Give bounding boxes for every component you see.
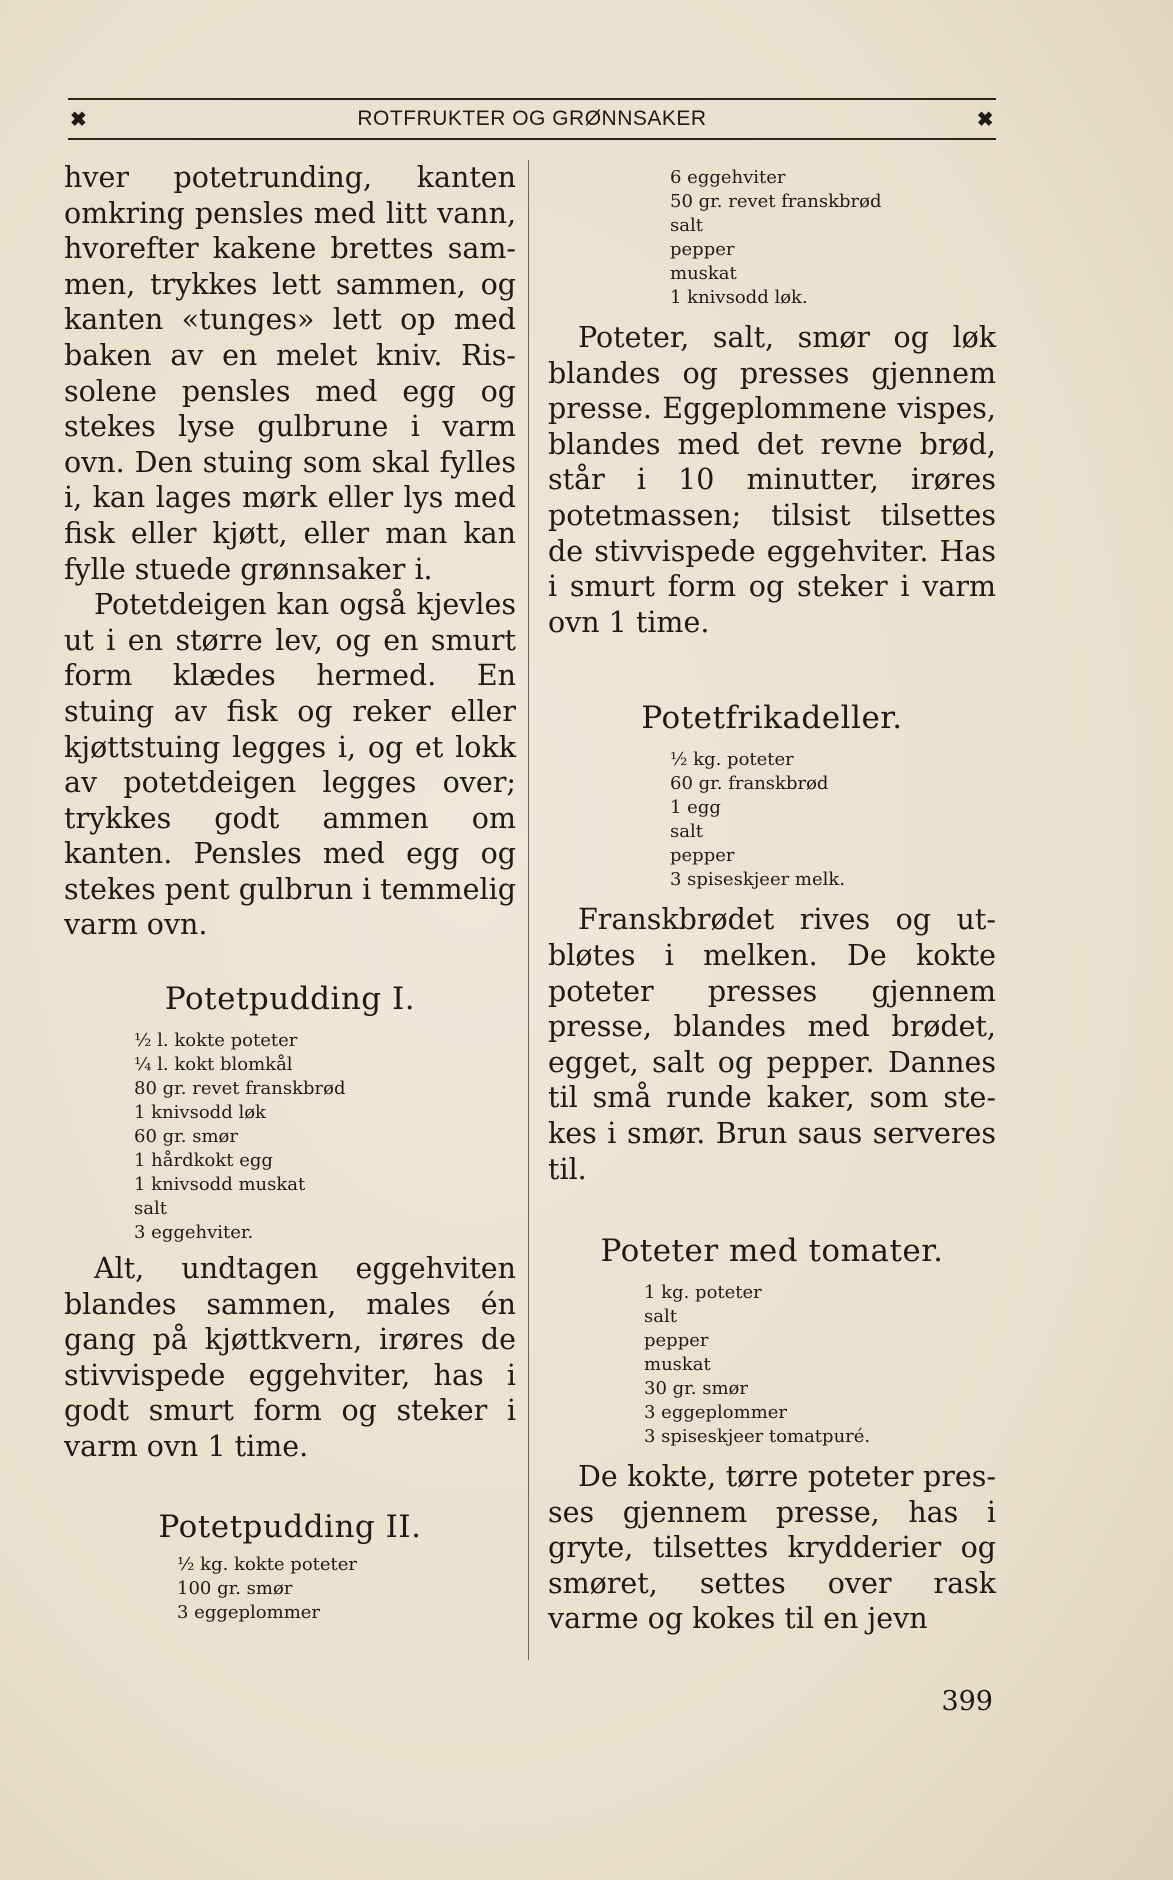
running-header-title: ROTFRUKTER OG GRØNNSAKER bbox=[357, 107, 707, 130]
ingredient-item: 1 knivsodd muskat bbox=[134, 1174, 306, 1196]
ingredient-item: 1 knivsodd løk. bbox=[670, 287, 808, 308]
ingredient-item: 3 spiseskjeer tomatpuré. bbox=[644, 1426, 871, 1448]
ingredient-item: pepper bbox=[644, 1330, 709, 1352]
ingredient-item: 30 gr. smør bbox=[644, 1378, 748, 1400]
ingredient-item: salt bbox=[134, 1198, 167, 1220]
recipe-title-poteter-med-tomater: Poteter med tomater. bbox=[600, 1233, 944, 1270]
ingredient-item: 3 eggeplommer bbox=[177, 1601, 321, 1623]
right-column bbox=[548, 166, 996, 1880]
poteter-med-tomater-instructions: De kokte, tørre poteter presses gjennem presse, has i gryte, tilsettes krydderier og smøret, settes over rask varme og kokes til en jevn bbox=[548, 1460, 996, 1636]
ingredient-item: 50 gr. revet franskbrød bbox=[670, 191, 882, 212]
ingredient-item: muskat bbox=[670, 263, 737, 284]
potetpudding-1-instructions: Alt, undtagen eggehviten blandes sammen, males én gang på kjøttkvern, irøres de stivvispede eggehviter, has i godt smurt form og steker i varm ovn 1 time. bbox=[64, 1252, 516, 1464]
ingredient-item: ¼ l. kokt blomkål bbox=[134, 1054, 293, 1076]
ingredient-item: ½ kg. poteter bbox=[670, 749, 794, 771]
ingredient-item: salt bbox=[644, 1306, 677, 1328]
ingredient-item: 60 gr. franskbrød bbox=[670, 773, 829, 795]
left-column bbox=[64, 160, 516, 1880]
ingredient-item: pepper bbox=[670, 239, 735, 260]
ingredient-list-potetpudding-2-continued bbox=[670, 166, 996, 310]
recipe-title-potetpudding-1: Potetpudding I. bbox=[164, 981, 416, 1018]
ingredient-item: muskat bbox=[644, 1354, 711, 1376]
ingredient-item: 3 eggeplommer bbox=[644, 1402, 788, 1424]
column-divider bbox=[528, 160, 529, 1660]
risole-instructions-text: hver potetrunding, kanten omkring pensles med litt vann, hvorefter kakene brettes sammen, trykkes lett sammen, og kanten «tunges» lett op med baken av en melet kniv. Rissolene pensles med egg og stekes lyse gulbrune i varm ovn. Den stuing som skal fylles i, kan lages mørk eller lys med fisk eller kjøtt, eller man kan fylle stuede grønnsaker i. bbox=[64, 161, 516, 586]
ingredient-item: 3 eggehviter. bbox=[134, 1222, 254, 1244]
ingredient-list-potetpudding-1 bbox=[134, 1029, 516, 1245]
recipe-title-potetpudding-2: Potetpudding II. bbox=[158, 1508, 422, 1545]
recipe-title-potetfrikadeller: Potetfrikadeller. bbox=[641, 700, 903, 737]
ingredient-item: 1 kg. poteter bbox=[644, 1282, 762, 1304]
ingredient-item: salt bbox=[670, 215, 703, 236]
potetfrikadeller-instructions: Franskbrødet rives og utbløtes i melken. De kokte poteter presses gjennem presse, blandes med brødet, egget, salt og pepper. Dannes til små runde kaker, som stekes i smør. Brun saus serveres til. bbox=[548, 903, 996, 1186]
ingredient-item: 80 gr. revet franskbrød bbox=[134, 1078, 346, 1100]
ingredient-item: 1 hårdkokt egg bbox=[134, 1150, 273, 1172]
ingredient-item: ½ l. kokte poteter bbox=[134, 1030, 298, 1052]
page-number: 399 bbox=[941, 1686, 993, 1717]
ingredient-item: 1 egg bbox=[670, 797, 721, 819]
potetpudding-2-instructions: Poteter, salt, smør og løk blandes og presses gjennem presse. Eggeplommene vispes, blandes med det revne brød, står i 10 minutter, irøres potetmassen; tilsist tilsettes de stivvispede eggehviter. Has i smurt form og steker i varm ovn 1 time. bbox=[548, 321, 996, 639]
ingredient-item: 6 eggehviter bbox=[670, 167, 786, 188]
ingredient-item: pepper bbox=[670, 845, 735, 867]
ingredient-item: ½ kg. kokte poteter bbox=[177, 1553, 358, 1575]
ingredient-list-potetfrikadeller bbox=[670, 748, 996, 892]
header-right-ornament: ✖ bbox=[976, 108, 994, 131]
ingredient-list-potetpudding-2 bbox=[177, 1553, 516, 1625]
header-left-ornament: ✖ bbox=[70, 108, 88, 131]
ingredient-item: 100 gr. smør bbox=[177, 1577, 293, 1599]
ingredient-item: salt bbox=[670, 821, 703, 843]
ingredient-item: 1 knivsodd løk bbox=[134, 1102, 266, 1124]
ingredient-item: 3 spiseskjeer melk. bbox=[670, 869, 846, 891]
running-header bbox=[68, 98, 996, 140]
ingredient-item: 60 gr. smør bbox=[134, 1126, 238, 1148]
ingredient-list-poteter-med-tomater bbox=[644, 1281, 996, 1449]
potato-dough-paragraph: Potetdeigen kan også kjevles ut i en større lev, og en smurt form klædes hermed. En stuing av fisk og reker eller kjøttstuing legges i, og et lokk av potetdeigen legges over; trykkes godt ammen om kanten. Pensles med egg og stekes pent gulbrun i temmelig varm ovn. bbox=[64, 588, 516, 942]
